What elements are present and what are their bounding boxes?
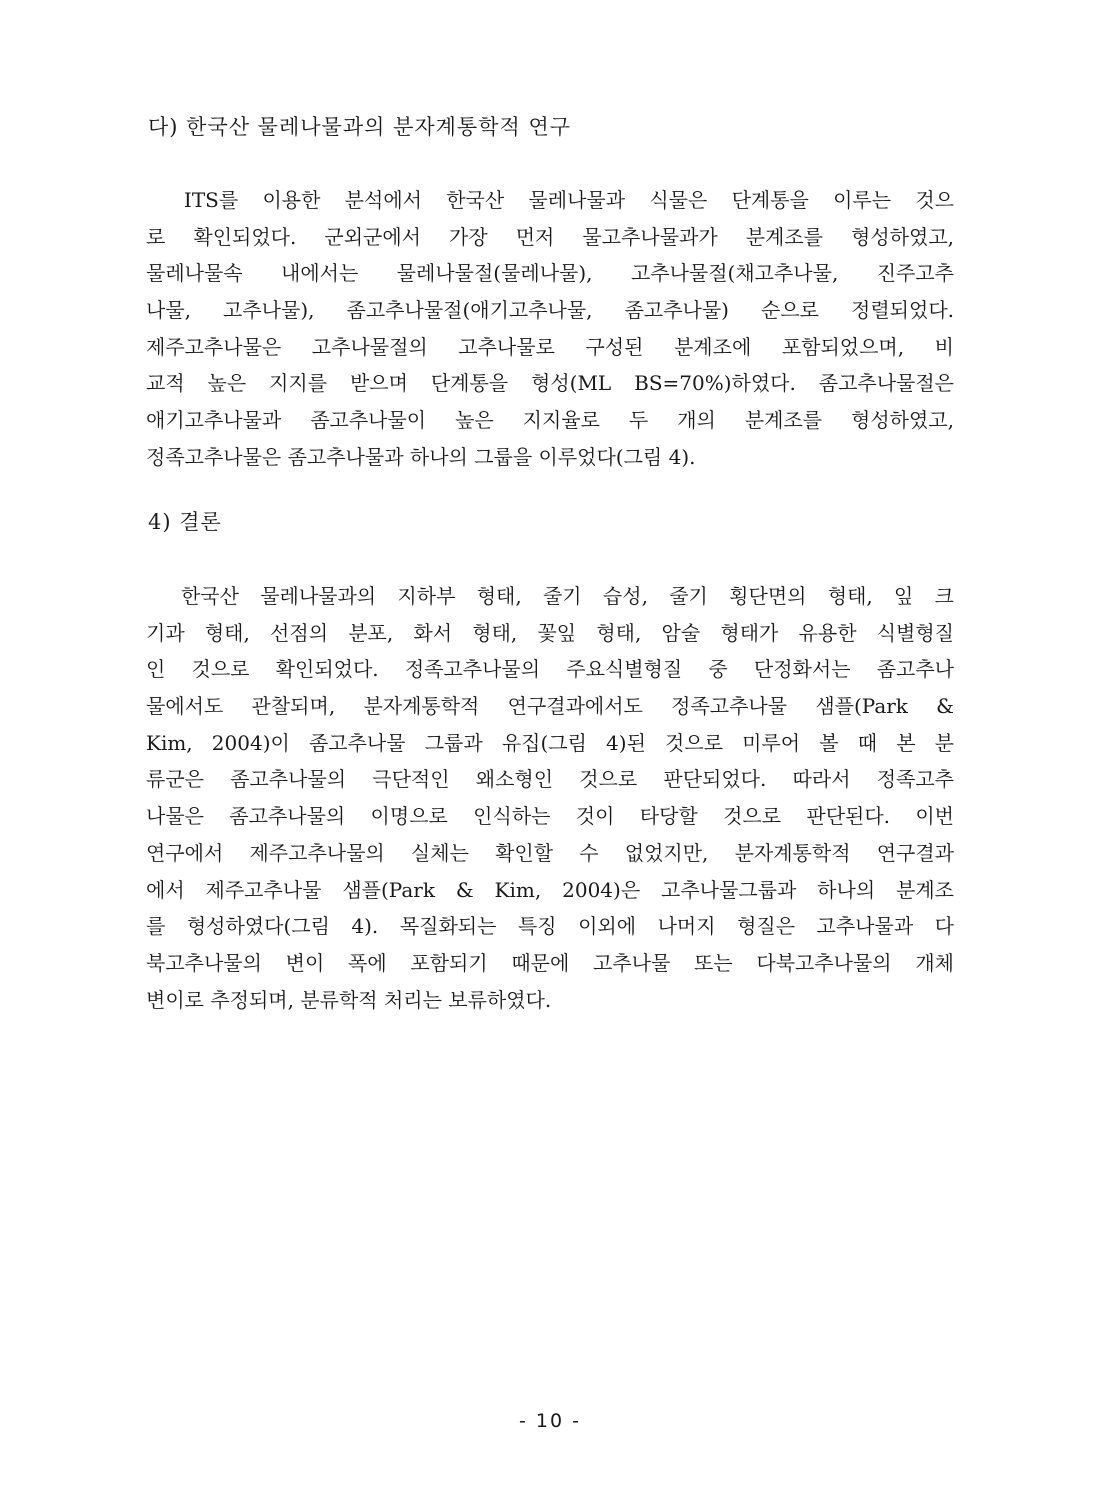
paragraph-conclusion: [146, 578, 954, 1018]
text-line: 제주고추나물은 고추나물절의 고추나물로 구성된 분계조에 포함되었으며, 비: [146, 334, 954, 359]
section-heading: 다) 한국산 물레나물과의 분자계통학적 연구: [148, 115, 572, 139]
text-line: 연구에서 제주고추나물의 실체는 확인할 수 없었지만, 분자계통학적 연구결과: [146, 840, 954, 865]
page-number: - 10 -: [519, 1410, 581, 1432]
text-line: 애기고추나물과 좀고추나물이 높은 지지율로 두 개의 분계조를 형성하였고,: [146, 408, 954, 433]
text-line: 물레나물속 내에서는 물레나물절(물레나물), 고추나물절(채고추나물, 진주고추: [146, 261, 954, 286]
text-line: 에서 제주고추나물 샘플(Park & Kim, 2004)은 고추나물그룹과 하나의 분계조: [146, 877, 954, 902]
text-line: 기과 형태, 선점의 분포, 화서 형태, 꽃잎 형태, 암술 형태가 유용한 식별형질: [146, 620, 954, 645]
text-line: 류군은 좀고추나물의 극단적인 왜소형인 것으로 판단되었다. 따라서 정족고추: [146, 767, 954, 792]
text-line: 변이로 추정되며, 분류학적 처리는 보류하였다.: [146, 987, 552, 1012]
text-line: 물에서도 관찰되며, 분자계통학적 연구결과에서도 정족고추나물 샘플(Park &: [146, 694, 954, 719]
paragraph-molecular-phylogeny: [146, 182, 954, 476]
text-line: 를 형성하였다(그림 4). 목질화되는 특징 이외에 나머지 형질은 고추나물과 다: [146, 914, 954, 939]
text-line: ITS를 이용한 분석에서 한국산 물레나물과 식물은 단계통을 이루는 것으: [146, 188, 954, 212]
text-line: 로 확인되었다. 군외군에서 가장 먼저 물고추나물과가 분계조를 형성하였고,: [146, 224, 954, 249]
conclusion-heading: 4) 결론: [148, 510, 222, 534]
text-line: 교적 높은 지지를 받으며 단계통을 형성(ML BS=70%)하였다. 좀고추나물절은: [146, 371, 954, 396]
text-line: 북고추나물의 변이 폭에 포함되기 때문에 고추나물 또는 다북고추나물의 개체: [146, 950, 954, 975]
text-line: 정족고추나물은 좀고추나물과 하나의 그룹을 이루었다(그림 4).: [146, 444, 696, 469]
text-line: 나물, 고추나물), 좀고추나물절(애기고추나물, 좀고추나물) 순으로 정렬되었다.: [146, 298, 954, 323]
text-line: Kim, 2004)이 좀고추나물 그룹과 유집(그림 4)된 것으로 미루어 볼 때 본 분: [146, 730, 954, 755]
text-line: 인 것으로 확인되었다. 정족고추나물의 주요식별형질 중 단정화서는 좀고추나: [146, 657, 954, 682]
text-line: 한국산 물레나물과의 지하부 형태, 줄기 습성, 줄기 횡단면의 형태, 잎 크: [146, 584, 954, 608]
text-line: 나물은 좀고추나물의 이명으로 인식하는 것이 타당할 것으로 판단된다. 이번: [146, 804, 954, 829]
